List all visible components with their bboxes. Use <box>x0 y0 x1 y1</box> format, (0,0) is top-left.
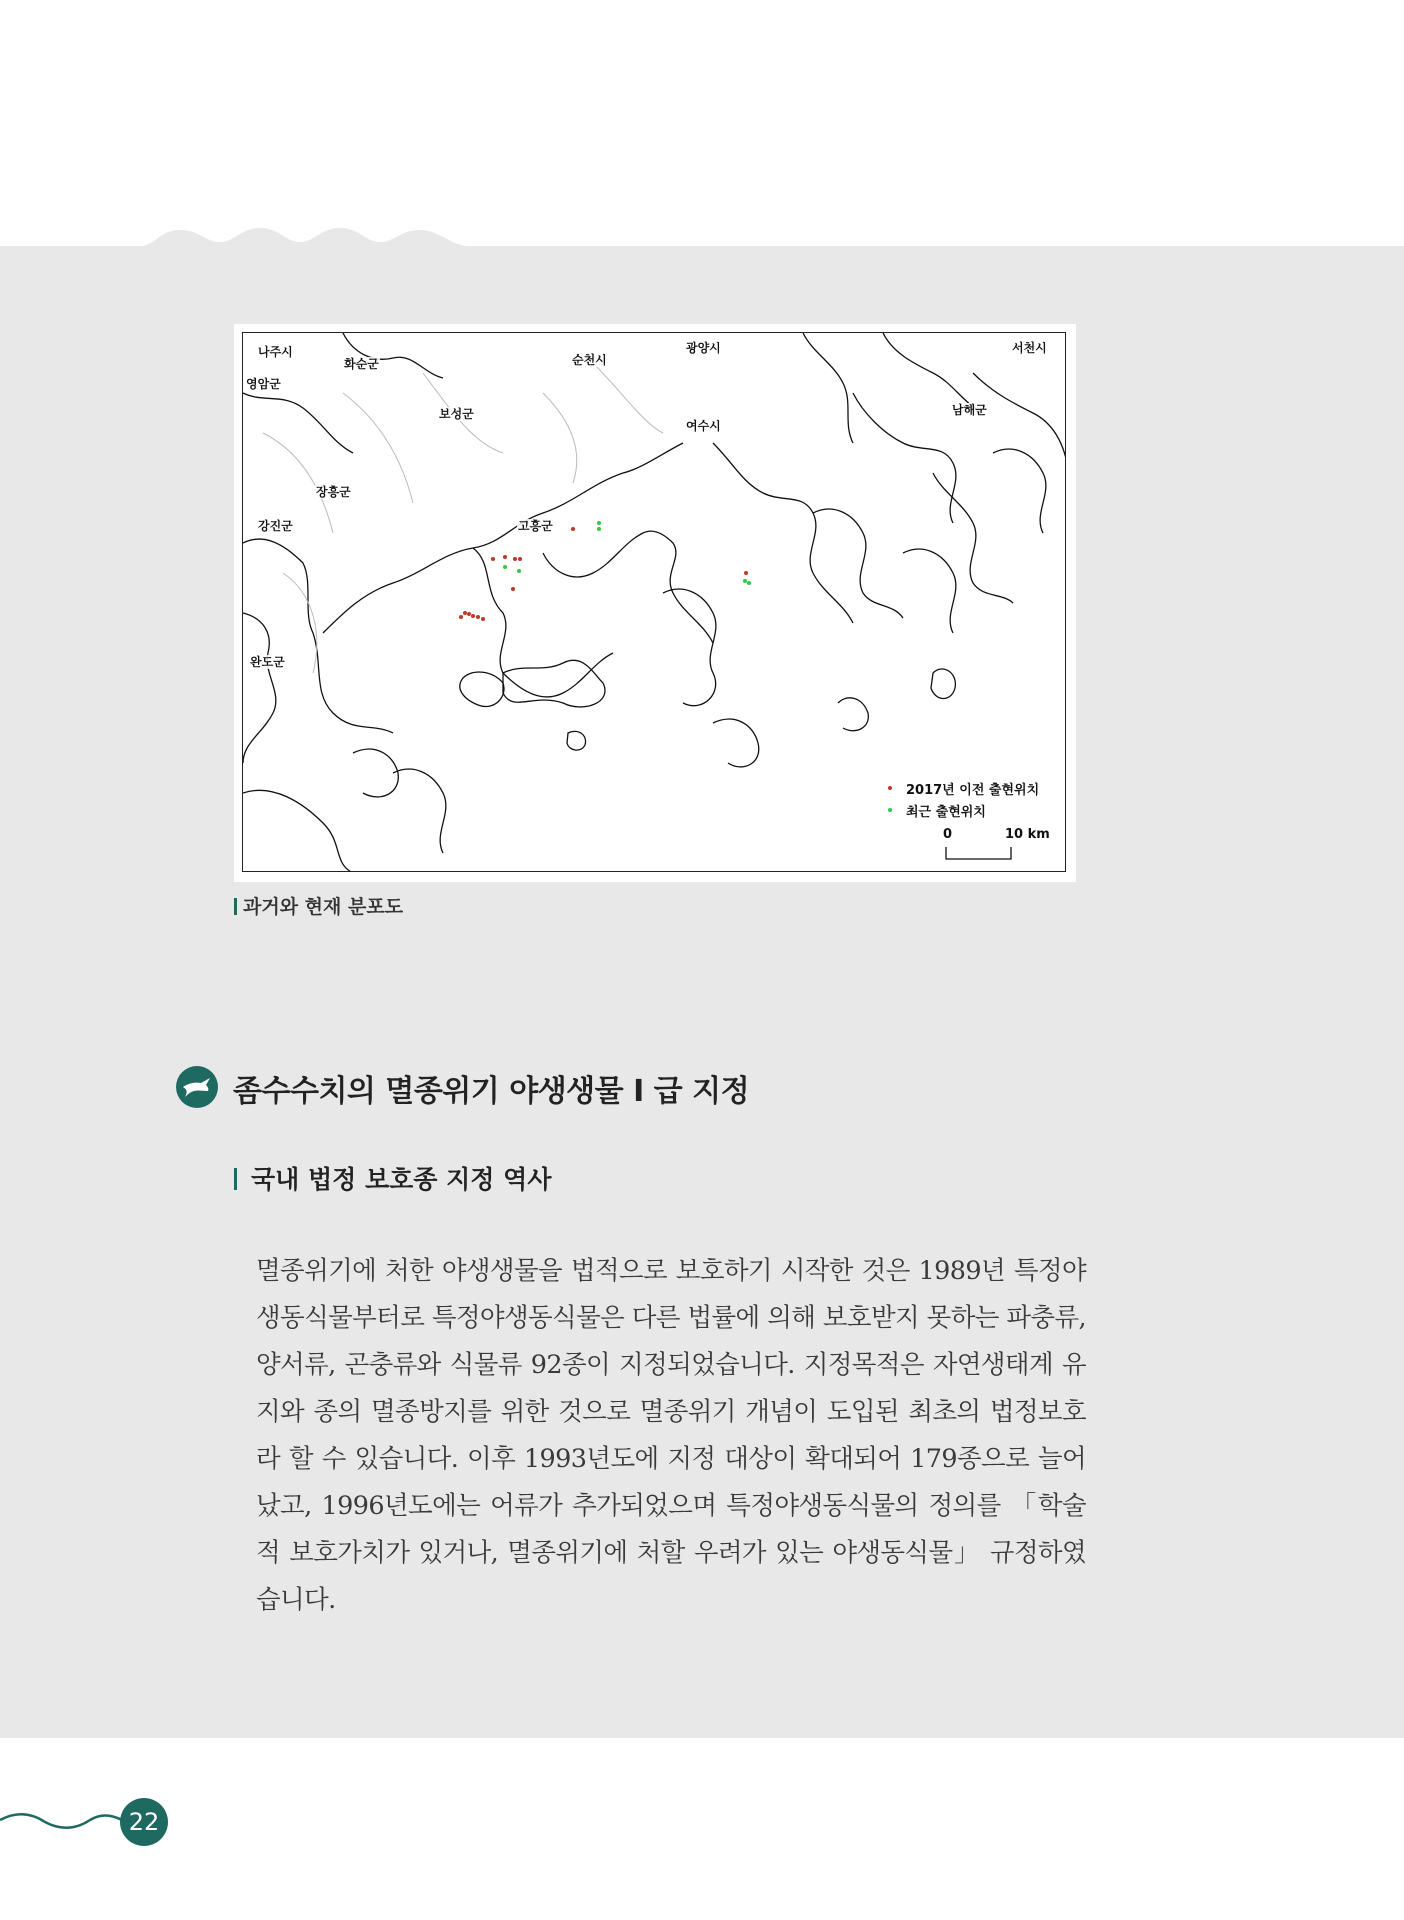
section-title: 좀수수치의 멸종위기 야생생물 I 급 지정 <box>233 1074 750 1109</box>
page-number: 22 <box>120 1798 168 1846</box>
red-dot-icon <box>888 786 892 790</box>
place-label: 나주시 <box>258 345 293 359</box>
place-label: 서천시 <box>1012 341 1047 355</box>
place-label: 장흥군 <box>316 485 351 499</box>
place-label: 남해군 <box>952 403 987 417</box>
place-label: 광양시 <box>686 341 721 355</box>
subsection-title: 국내 법정 보호종 지정 역사 <box>234 1160 551 1196</box>
distribution-map <box>234 324 1076 882</box>
place-label: 영암군 <box>246 377 281 391</box>
wave-decoration-top <box>0 218 1404 258</box>
place-label: 화순군 <box>344 357 379 371</box>
map-caption: 과거와 현재 분포도 <box>234 892 403 919</box>
body-paragraph: 멸종위기에 처한 야생생물을 법적으로 보호하기 시작한 것은 1989년 특정야생동식물부터로 특정야생동식물은 다른 법률에 의해 보호받지 못하는 파충류, 양서류, 곤충류와 식물류 92종이 지정되었습니다. 지정목적은 자연생태계 유지와 종의 멸종방지를 위한 것으로 멸종위기 개념이 도입된 최초의 법정보호라 할 수 있습니다. 이후 1993년도에 지정 대상이 확대되어 179종으로 늘어났고, 1996년도에는 어류가 추가되었으며 특정야생동식물의 정의를 「학술적 보호가치가 있거나, 멸종위기에 처할 우려가 있는 야생동식물」 규정하였습니다. <box>256 1256 1086 1615</box>
wave-decoration-bottom <box>0 1800 130 1840</box>
place-label: 보성군 <box>439 407 474 421</box>
legend-recent: 최근 출현위치 <box>888 799 1039 821</box>
green-dot-icon <box>888 808 892 812</box>
map-legend <box>888 777 1039 821</box>
place-label: 순천시 <box>572 353 607 367</box>
place-label: 고흥군 <box>518 519 553 533</box>
scale-bar <box>943 827 1053 867</box>
scale-start-label: 0 <box>943 827 953 842</box>
scale-line <box>945 847 1015 861</box>
map-area <box>242 332 1066 872</box>
bird-icon <box>175 1065 219 1109</box>
legend-before-2017: 2017년 이전 출현위치 <box>888 777 1039 799</box>
place-label: 완도군 <box>250 655 285 669</box>
place-label: 강진군 <box>258 519 293 533</box>
place-label: 여수시 <box>686 419 721 433</box>
scale-end-label: 10 km <box>1005 827 1050 842</box>
